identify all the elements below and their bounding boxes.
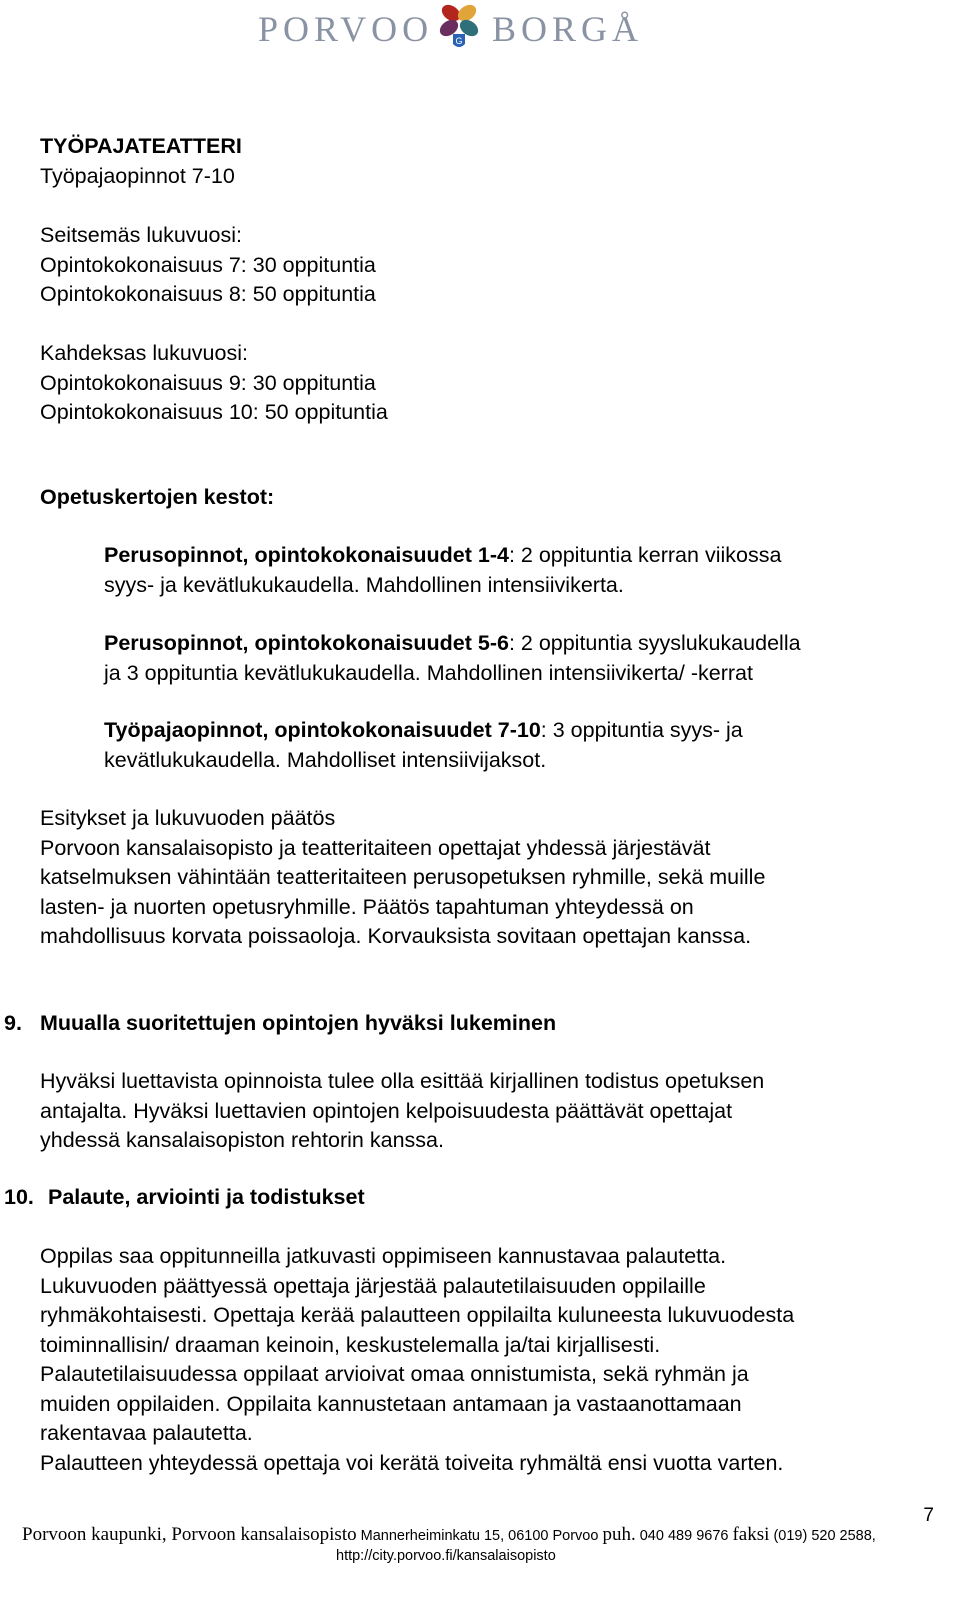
section-10-number: 10. xyxy=(4,1185,34,1209)
svg-text:G: G xyxy=(455,36,463,46)
year8-item: Opintokokonaisuus 9: 30 oppituntia xyxy=(40,370,376,395)
duration-item-title: Perusopinnot, opintokokonaisuudet 1-4 xyxy=(104,543,509,567)
section-9-number: 9. xyxy=(4,1011,22,1035)
duration-item-detail: : 2 oppituntia syyslukukaudella xyxy=(508,631,801,655)
footer-fax-label: faksi xyxy=(732,1524,770,1545)
duration-item-detail: syys- ja kevätlukukaudella. Mahdollinen intensiivikerta. xyxy=(104,572,624,597)
durations-heading: Opetuskertojen kestot: xyxy=(40,485,275,509)
page-number: 7 xyxy=(923,1505,934,1526)
section-9-title: Muualla suoritettujen opintojen hyväksi lukeminen xyxy=(40,1011,557,1035)
paragraph-line: mahdollisuus korvata poissaoloja. Korvauksista sovitaan opettajan kanssa. xyxy=(40,924,752,948)
footer-phone-label: puh. xyxy=(602,1524,636,1545)
porvoo-borga-logo xyxy=(0,0,960,60)
paragraph-line: Porvoon kansalaisopisto ja teatteritaiteen opettajat yhdessä järjestävät xyxy=(40,835,711,860)
footer-address: Mannerheiminkatu 15, 06100 Porvoo xyxy=(356,1528,603,1544)
section-9-body xyxy=(40,1067,764,1156)
duration-item xyxy=(104,629,801,688)
paragraph-line: muiden oppilaiden. Oppilaita kannustetaan antamaan ja vastaanottamaan xyxy=(40,1391,742,1416)
footer-fax: (019) 520 2588, xyxy=(769,1528,876,1544)
footer-phone: 040 489 9676 xyxy=(635,1528,733,1544)
paragraph-line: antajalta. Hyväksi luettavien opintojen kelpoisuudesta päättävät opettajat xyxy=(40,1098,733,1123)
year7-item: Opintokokonaisuus 7: 30 oppituntia xyxy=(40,252,376,277)
city-emblem-icon xyxy=(433,0,485,52)
workshop-subtitle: Työpajaopinnot 7-10 xyxy=(40,163,235,188)
section-10-heading-block xyxy=(48,1183,365,1213)
duration-item xyxy=(104,541,781,600)
duration-item-detail: kevätlukukaudella. Mahdolliset intensiivijaksot. xyxy=(104,747,547,772)
paragraph-line: Hyväksi luettavista opinnoista tulee olla esittää kirjallinen todistus opetuksen xyxy=(40,1069,765,1093)
performances-block xyxy=(40,804,765,952)
performances-heading: Esitykset ja lukuvuoden päätös xyxy=(40,806,336,830)
logo-text-porvoo: PORVOO xyxy=(258,9,434,49)
paragraph-line: ryhmäkohtaisesti. Opettaja kerää palautteen oppilailta kuluneesta lukuvuodesta xyxy=(40,1303,795,1327)
paragraph-line: Palautteen yhteydessä opettaja voi kerätä toiveita ryhmältä ensi vuotta varten. xyxy=(40,1450,784,1475)
section-10-title: Palaute, arviointi ja todistukset xyxy=(48,1185,365,1209)
year8-item: Opintokokonaisuus 10: 50 oppituntia xyxy=(40,400,388,424)
paragraph-line: Oppilas saa oppitunneilla jatkuvasti oppimiseen kannustavaa palautetta. xyxy=(40,1244,727,1268)
duration-item-detail: : 2 oppituntia kerran viikossa xyxy=(508,543,782,567)
section-9-heading-block xyxy=(40,1009,556,1039)
section-10-body xyxy=(40,1242,794,1478)
paragraph-line: Palautetilaisuudessa oppilaat arvioivat omaa onnistumista, sekä ryhmän ja xyxy=(40,1362,749,1386)
year8-heading: Kahdeksas lukuvuosi: xyxy=(40,341,248,365)
logo-text-borga: BORGÅ xyxy=(492,9,644,49)
paragraph-line: toiminnallisin/ draaman keinoin, keskustelemalla ja/tai kirjallisesti. xyxy=(40,1332,661,1357)
duration-item-detail: ja 3 oppituntia kevätlukukaudella. Mahdollinen intensiivikerta/ -kerrat xyxy=(104,660,753,685)
footer-website-link[interactable]: http://city.porvoo.fi/kansalaisopisto xyxy=(336,1548,556,1564)
footer-contact xyxy=(22,1524,952,1546)
workshop-title: TYÖPAJATEATTERI xyxy=(40,134,242,158)
year7-heading: Seitsemäs lukuvuosi: xyxy=(40,223,242,247)
paragraph-line: lasten- ja nuorten opetusryhmille. Päätös tapahtuman yhteydessä on xyxy=(40,894,694,919)
footer-organization: Porvoon kaupunki, Porvoon kansalaisopisto xyxy=(22,1524,357,1545)
durations-heading-block xyxy=(40,483,274,513)
paragraph-line: katselmuksen vähintään teatteritaiteen perusopetuksen ryhmille, sekä muille xyxy=(40,865,766,889)
duration-item xyxy=(104,716,743,775)
duration-item-detail: : 3 oppituntia syys- ja xyxy=(540,718,743,742)
year7-item: Opintokokonaisuus 8: 50 oppituntia xyxy=(40,282,376,306)
paragraph-line: rakentavaa palautetta. xyxy=(40,1421,253,1445)
duration-item-title: Perusopinnot, opintokokonaisuudet 5-6 xyxy=(104,631,509,655)
year8-block xyxy=(40,339,388,428)
paragraph-line: yhdessä kansalaisopiston rehtorin kanssa. xyxy=(40,1128,444,1152)
year7-block xyxy=(40,221,376,310)
workshop-block xyxy=(40,132,242,191)
paragraph-line: Lukuvuoden päättyessä opettaja järjestää palautetilaisuuden oppilaille xyxy=(40,1273,706,1298)
duration-item-title: Työpajaopinnot, opintokokonaisuudet 7-10 xyxy=(104,718,541,742)
